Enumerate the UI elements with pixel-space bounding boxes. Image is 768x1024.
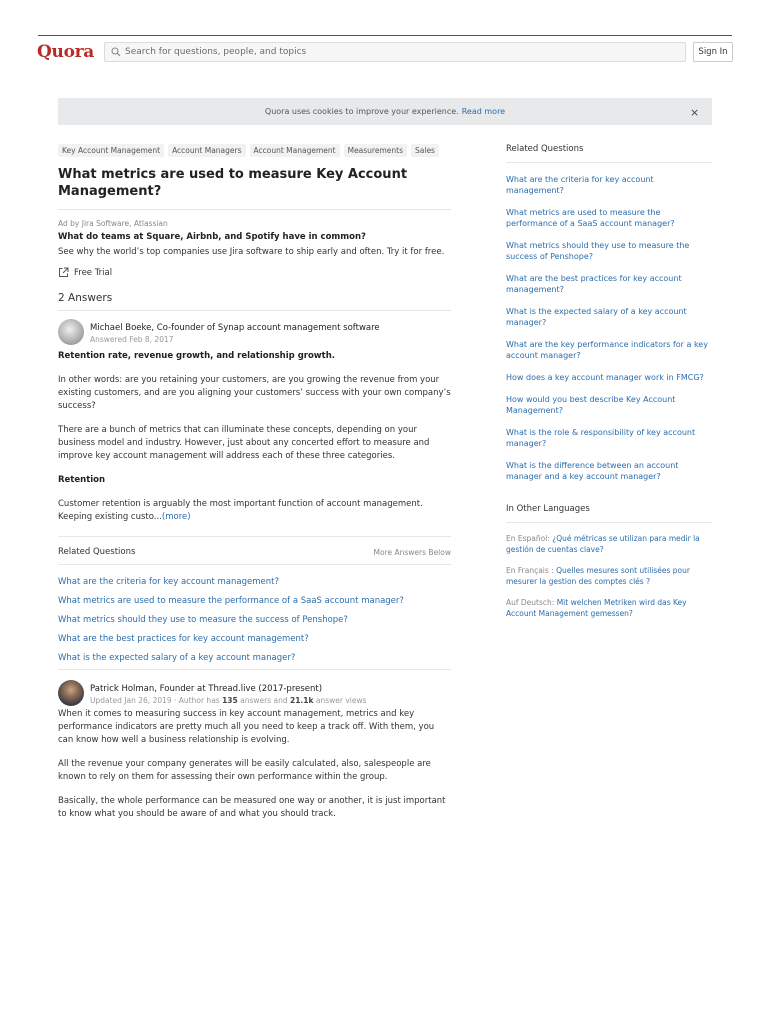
views-count-value: 21.1k [290,696,314,705]
language-prefix: Auf Deutsch: [506,598,557,607]
answer-date[interactable]: Answered Feb 8, 2017 [90,335,174,344]
answer-paragraph: There are a bunch of metrics that can illuminate these concepts, depending on your business model and industry. However, just about any concerted effort to measure and improve key account management will address each of these three categories. [58,425,430,461]
free-trial-link[interactable] [58,267,451,278]
related-question-link[interactable]: What metrics should they use to measure the success of Penshope? [58,615,348,625]
related-question-link[interactable]: What are the best practices for key account management? [58,634,309,644]
meta-suffix: answer views [313,696,367,705]
meta-prefix: Updated Jan 26, 2019 · Author has [90,696,223,705]
avatar[interactable] [58,319,84,345]
related-question-link[interactable]: What is the expected salary of a key account manager? [58,653,296,663]
sidebar-question-link[interactable]: What is the difference between an account manager and a key account manager? [506,461,679,481]
external-link-icon [58,267,69,278]
ad-sponsor: Ad by Jira Software, Atlassian [58,219,168,228]
topic-list [58,144,451,157]
sidebar [506,144,712,619]
answer-card [58,680,451,821]
sidebar-question-link[interactable]: What is the role & responsibility of key account manager? [506,428,696,448]
sidebar-question-link[interactable]: What are the key performance indicators for a key account manager? [506,340,708,360]
avatar[interactable] [58,680,84,706]
language-prefix: En Español: [506,534,553,543]
cookie-banner [58,98,712,125]
sidebar-question-link[interactable]: What is the expected salary of a key account manager? [506,307,687,327]
read-more-answer-link[interactable]: (more) [161,512,191,522]
language-prefix: En Français : [506,566,557,575]
sidebar-question-link[interactable]: What are the criteria for key account management? [506,175,654,195]
answer-author [58,319,451,345]
search-input[interactable] [125,47,665,57]
ad-description: See why the world’s top companies use Jira software to ship early and often. Try it for free. [58,247,445,257]
author-name[interactable]: Michael Boeke, Co-founder of Synap account management software [90,323,380,333]
language-item [506,533,712,555]
topic-tag[interactable]: Account Managers [168,144,245,157]
language-item [506,597,712,619]
sidebar-question-link[interactable]: What metrics are used to measure the performance of a SaaS account manager? [506,208,675,228]
related-questions-inline [58,536,451,670]
author-name[interactable]: Patrick Holman, Founder at Thread.live (2017-present) [90,684,323,694]
sidebar-question-link[interactable]: How does a key account manager work in FMCG? [506,373,704,382]
topic-tag[interactable]: Key Account Management [58,144,164,157]
topic-tag[interactable]: Account Management [250,144,340,157]
other-languages-label: In Other Languages [506,504,712,523]
sidebar-related-label: Related Questions [506,144,712,163]
read-more-link[interactable]: Read more [461,107,506,116]
sidebar-question-link[interactable]: How would you best describe Key Account Management? [506,395,676,415]
answer-paragraph: All the revenue your company generates will be easily calculated, also, salespeople are known to rely on them for assessing their own performance within the group. [58,759,431,782]
search-icon [111,47,121,57]
related-header [58,547,451,565]
answer-meta [90,696,367,705]
answer-paragraph [58,498,451,524]
cookie-text: Quora uses cookies to improve your experience. [264,107,459,116]
close-icon[interactable]: × [690,106,700,119]
related-question-link[interactable]: What metrics are used to measure the performance of a SaaS account manager? [58,596,404,606]
answer-heading: Retention [58,475,106,485]
sidebar-question-link[interactable]: What are the best practices for key account management? [506,274,682,294]
answer-card [58,319,451,524]
sidebar-question-link[interactable]: What metrics should they use to measure the success of Penshope? [506,241,690,261]
answers-count: 2 Answers [58,292,451,311]
ad-title[interactable]: What do teams at Square, Airbnb, and Spotify have in common? [58,232,366,242]
free-trial-label: Free Trial [74,267,113,278]
question-title: What metrics are used to measure Key Account Management? [58,166,451,210]
answer-paragraph: When it comes to measuring success in key account management, metrics and key performance indicators are pretty much all you need to keep a track off. With them, you can know how well a business relationship is evolving. [58,709,435,745]
ad-block [58,219,451,278]
answer-paragraph: In other words: are you retaining your customers, are you growing the revenue from your existing customers, and are you aligning your customers’ success with your own company’s success? [58,375,451,411]
sign-in-button[interactable]: Sign In [693,42,733,62]
header [0,36,768,66]
related-label: Related Questions [58,547,136,557]
language-link[interactable]: ¿Qué métricas se utilizan para medir la gestión de cuentas clave? [506,534,700,554]
answer-paragraph: Retention rate, revenue growth, and relationship growth. [58,351,336,361]
meta-mid: answers and [237,696,290,705]
answer-author [58,680,451,706]
answer-excerpt: Customer retention is arguably the most important function of account management. Keeping existing custo... [58,499,423,522]
topic-tag[interactable]: Measurements [344,144,407,157]
main-content [58,144,451,821]
quora-logo[interactable]: Quora [37,42,94,62]
language-link[interactable]: Mit welchen Metriken wird das Key Account Management gemessen? [506,598,687,618]
topic-tag[interactable]: Sales [411,144,439,157]
language-link[interactable]: Quelles mesures sont utilisées pour mesurer la gestion des comptes clés ? [506,566,690,586]
more-answers-label: More Answers Below [373,547,451,557]
search-bar[interactable] [104,42,686,62]
answer-paragraph: Basically, the whole performance can be measured one way or another, it is just important to know what you should be aware of and what you should track. [58,796,446,819]
language-item [506,565,712,587]
related-question-link[interactable]: What are the criteria for key account management? [58,577,279,587]
answers-count-value: 135 [222,696,238,705]
